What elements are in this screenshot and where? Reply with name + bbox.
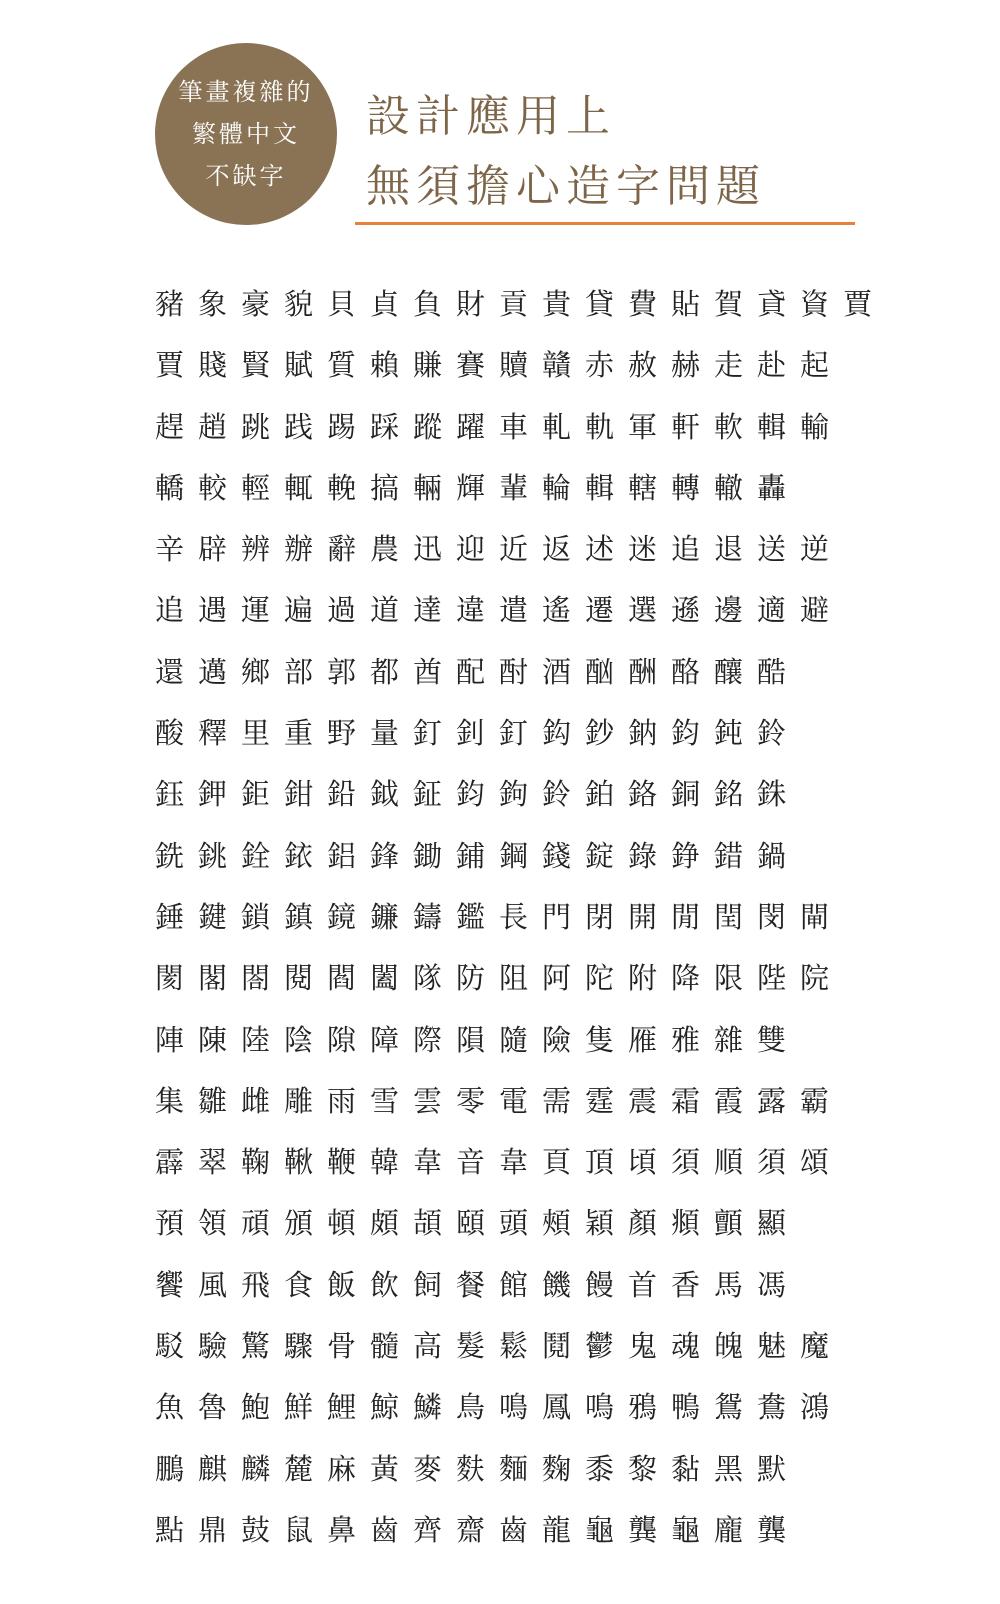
glyph-row: 霹翠鞠鞦鞭韓韋音韋頁頂頃須順須頌 (155, 1145, 844, 1180)
headline (366, 82, 866, 222)
glyph-row: 鈺鉀鉅鉗鉛鉞鉦鈞鉤鈴鉑鉻銅銘銖 (155, 777, 801, 812)
glyph-row: 銑銚銓銥鋁鋒鋤鋪鋼錢錠錄錚錯鍋 (155, 838, 801, 873)
glyph-row: 追遇運遍過道達違遣遙遷選遜邊適避 (155, 593, 844, 628)
glyph-row: 賈賤賢賦質賴賺賽贖贛赤赦赫走赴起 (155, 348, 844, 383)
badge-line-2: 繁體中文 (192, 120, 300, 148)
header (0, 0, 1000, 240)
glyph-row: 饗風飛食飯飲飼餐館饑饅首香馬馮 (155, 1267, 801, 1302)
glyph-row: 魚魯鮑鮮鯉鯨鱗鳥鳴鳳鳴鴉鴨鴛鴦鴻 (155, 1390, 844, 1425)
glyph-row: 閡閣閤閱閻闔隊防阻阿陀附降限陛院 (155, 961, 844, 996)
headline-line-1: 設計應用上 (366, 91, 616, 142)
glyph-row: 點鼎鼓鼠鼻齒齊齋齒龍龜龔龜龐龔 (155, 1512, 801, 1547)
badge-line-1: 筆畫複雜的 (178, 78, 314, 106)
feature-badge (155, 43, 337, 225)
glyph-row: 駁驗驚驟骨髓高髮鬆鬩鬱鬼魂魄魅魔 (155, 1329, 844, 1364)
glyph-row: 鵬麒麟麓麻黃麥麩麵麴黍黎黏黑默 (155, 1451, 801, 1486)
headline-underline (355, 222, 855, 225)
glyph-row: 辛辟辨辦辭農迅迎近返述迷追退送逆 (155, 532, 844, 567)
glyph-row: 預領頑頒頓頗頡頤頭頰穎顏頫顫顯 (155, 1206, 801, 1241)
glyph-row: 陣陳陸陰隙障際隕隨險隻雁雅雜雙 (155, 1022, 801, 1057)
glyph-row: 轎較輕輒輓搞輛輝輩輪輯轄轉轍轟 (155, 470, 801, 505)
badge-line-3: 不缺字 (205, 162, 287, 190)
glyph-row: 酸釋里重野量釘釗釘鈎鈔鈉鈞鈍鈴 (155, 716, 801, 751)
glyph-row: 集雛雌雕雨雪雲零電需霆震霜霞露霸 (155, 1083, 844, 1118)
glyph-row: 還邁鄉部郭都酋配酎酒酗酬酪釀酷 (155, 654, 801, 689)
glyph-sample-grid (155, 274, 887, 1561)
glyph-row: 豬象豪貌貝貞負財貢貴貸費貼賀貣資賈 (155, 287, 887, 321)
headline-line-2: 無須擔心造字問題 (366, 161, 766, 212)
glyph-row: 錘鍵鎖鎮鏡鐮鑄鑑長門閉開閒閏閔閘 (155, 899, 844, 934)
glyph-row: 趕趙跳践踢踩蹤躍車軋軌軍軒軟輯輸 (155, 409, 844, 444)
